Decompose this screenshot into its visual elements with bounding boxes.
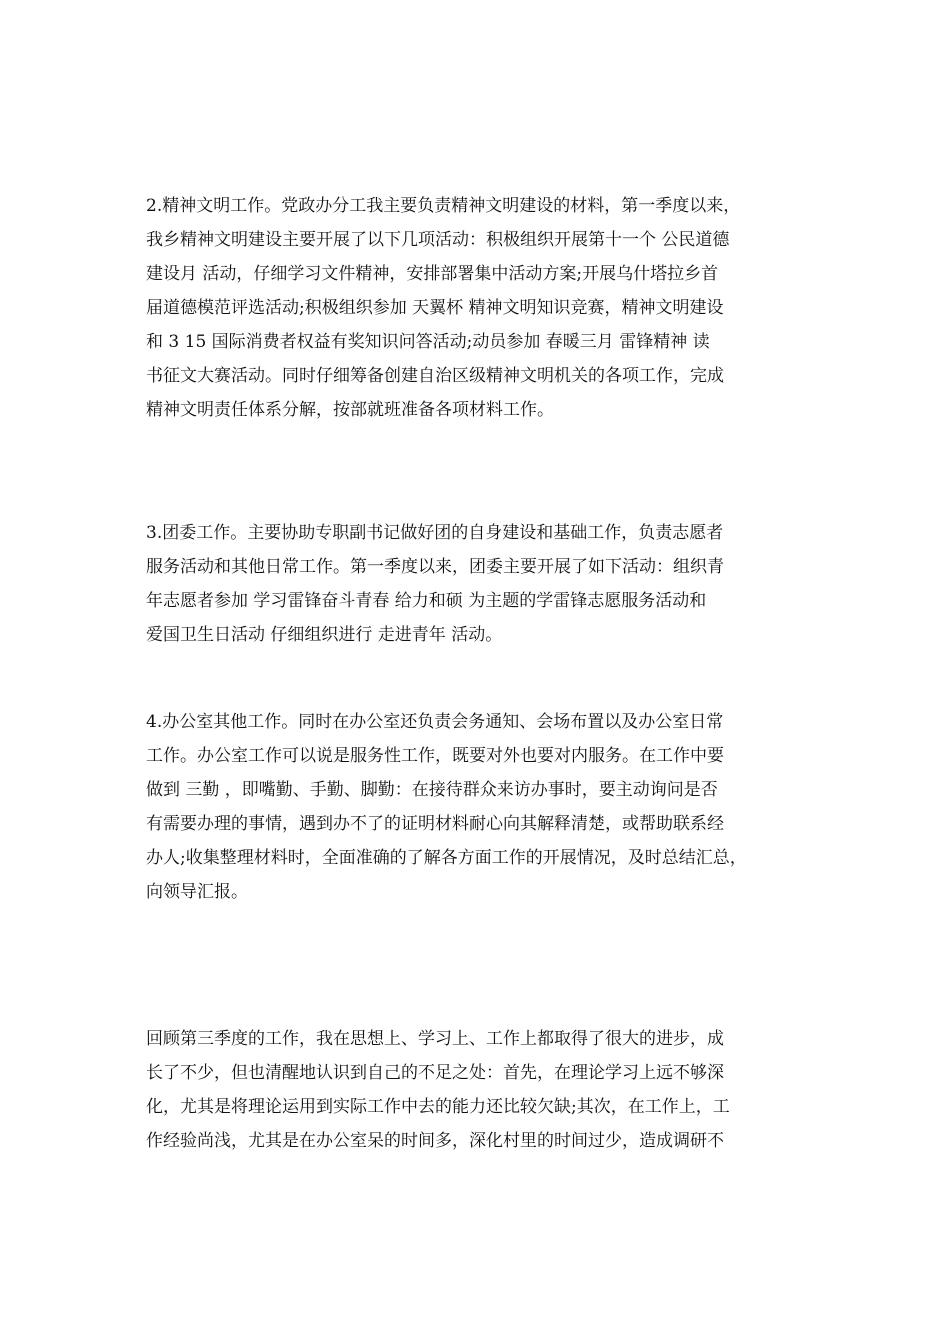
text-line: 向领导汇报。 — [146, 882, 248, 902]
text-line: 届道德模范评选活动;积极组织参加 天翼杯 精神文明知识竞赛，精神文明建设 — [146, 298, 724, 318]
text-line: 服务活动和其他日常工作。第一季度以来，团委主要开展了如下活动：组织青 — [146, 557, 724, 577]
text-line: 爱国卫生日活动 仔细组织进行 走进青年 活动。 — [146, 625, 503, 645]
text-line: 我乡精神文明建设主要开展了以下几项活动：积极组织开展第十一个 公民道德 — [146, 230, 730, 250]
text-line: 回顾第三季度的工作，我在思想上、学习上、工作上都取得了很大的进步，成 — [146, 1029, 724, 1049]
text-line: 长了不少，但也清醒地认识到自己的不足之处：首先，在理论学习上远不够深 — [146, 1063, 724, 1083]
text-line: 有需要办理的事情，遇到办不了的证明材料耐心向其解释清楚，或帮助联系经 — [146, 814, 724, 834]
text-line: 办人;收集整理材料时，全面准确的了解各方面工作的开展情况，及时总结汇总， — [146, 848, 747, 868]
text-line: 和 3 15 国际消费者权益有奖知识问答活动;动员参加 春暖三月 雷锋精神 读 — [146, 332, 710, 352]
text-line: 做到 三勤 ，即嘴勤、手勤、脚勤：在接待群众来访办事时，要主动询问是否 — [146, 780, 718, 800]
text-line: 年志愿者参加 学习雷锋奋斗青春 给力和硕 为主题的学雷锋志愿服务活动和 — [146, 591, 707, 611]
paragraph-youth-league — [146, 516, 836, 652]
text-line: 作经验尚浅，尤其是在办公室呆的时间多，深化村里的时间过少，造成调研不 — [146, 1131, 724, 1151]
text-line: 书征文大赛活动。同时仔细筹备创建自治区级精神文明机关的各项工作，完成 — [146, 366, 724, 386]
text-line: 精神文明责任体系分解，按部就班准备各项材料工作。 — [146, 400, 554, 420]
text-line: 2.精神文明工作。党政办分工我主要负责精神文明建设的材料，第一季度以来， — [146, 196, 741, 216]
paragraph-office-work — [146, 705, 836, 909]
paragraph-review — [146, 1022, 836, 1158]
text-line: 3.团委工作。主要协助专职副书记做好团的自身建设和基础工作，负责志愿者 — [146, 523, 724, 543]
text-line: 4.办公室其他工作。同时在办公室还负责会务通知、会场布置以及办公室日常 — [146, 712, 724, 732]
text-line: 化，尤其是将理论运用到实际工作中去的能力还比较欠缺;其次，在工作上，工 — [146, 1097, 730, 1117]
text-line: 工作。办公室工作可以说是服务性工作，既要对外也要对内服务。在工作中要 — [146, 746, 724, 766]
paragraph-spiritual-civilization — [146, 189, 836, 427]
text-line: 建设月 活动，仔细学习文件精神，安排部署集中活动方案;开展乌什塔拉乡首 — [146, 264, 719, 284]
